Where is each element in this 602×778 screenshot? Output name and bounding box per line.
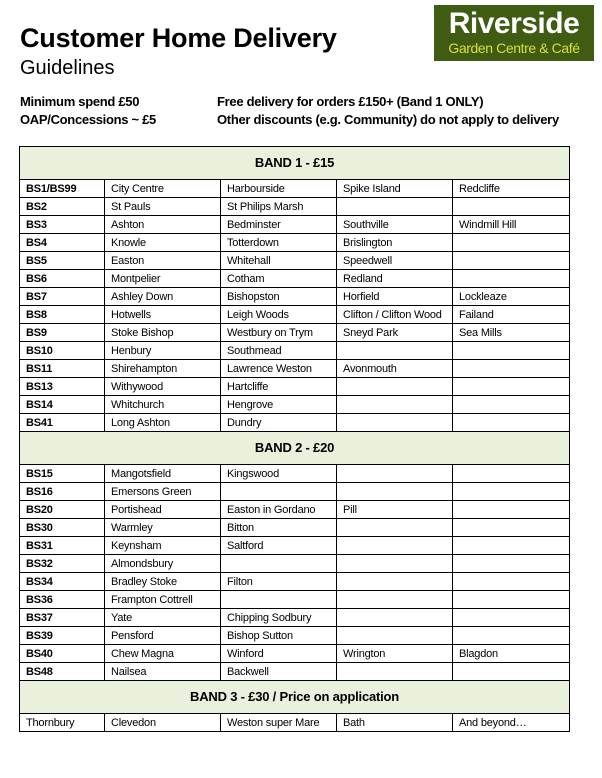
table-row xyxy=(20,519,570,537)
table-row xyxy=(20,216,570,234)
postcode-cell: BS10 xyxy=(20,342,105,360)
area-cell: Westbury on Trym xyxy=(221,324,337,342)
area-cell: Southville xyxy=(337,216,453,234)
postcode-cell: BS30 xyxy=(20,519,105,537)
area-cell: Bishop Sutton xyxy=(221,627,337,645)
area-cell: Horfield xyxy=(337,288,453,306)
area-cell: Blagdon xyxy=(453,645,570,663)
area-cell xyxy=(453,234,570,252)
postcode-cell: BS31 xyxy=(20,537,105,555)
table-row xyxy=(20,714,570,732)
area-cell xyxy=(453,396,570,414)
area-cell xyxy=(453,537,570,555)
area-cell: Shirehampton xyxy=(105,360,221,378)
area-cell xyxy=(337,519,453,537)
area-cell xyxy=(221,591,337,609)
postcode-cell: BS40 xyxy=(20,645,105,663)
area-cell xyxy=(453,663,570,681)
area-cell: St Philips Marsh xyxy=(221,198,337,216)
area-cell: Nailsea xyxy=(105,663,221,681)
area-cell xyxy=(453,198,570,216)
area-cell xyxy=(453,555,570,573)
area-cell xyxy=(337,342,453,360)
postcode-cell: BS4 xyxy=(20,234,105,252)
area-cell: Saltford xyxy=(221,537,337,555)
postcode-cell: BS3 xyxy=(20,216,105,234)
table-row xyxy=(20,252,570,270)
riverside-logo xyxy=(434,5,594,61)
area-cell: Easton xyxy=(105,252,221,270)
area-cell: Hengrove xyxy=(221,396,337,414)
area-cell xyxy=(221,555,337,573)
postcode-cell: BS5 xyxy=(20,252,105,270)
postcode-cell: BS2 xyxy=(20,198,105,216)
area-cell: Knowle xyxy=(105,234,221,252)
page-subtitle: Guidelines xyxy=(20,57,115,79)
area-cell xyxy=(453,270,570,288)
area-cell xyxy=(337,465,453,483)
area-cell: Chew Magna xyxy=(105,645,221,663)
area-cell: Stoke Bishop xyxy=(105,324,221,342)
area-cell xyxy=(337,198,453,216)
area-cell: Montpelier xyxy=(105,270,221,288)
table-row xyxy=(20,483,570,501)
area-cell: Lawrence Weston xyxy=(221,360,337,378)
postcode-cell: BS13 xyxy=(20,378,105,396)
postcode-cell: BS39 xyxy=(20,627,105,645)
postcode-cell: BS41 xyxy=(20,414,105,432)
table-row xyxy=(20,414,570,432)
area-cell xyxy=(453,483,570,501)
area-cell: Sneyd Park xyxy=(337,324,453,342)
area-cell: Harbourside xyxy=(221,180,337,198)
concessions-note: OAP/Concessions ~ £5 xyxy=(20,112,156,127)
postcode-cell: BS1/BS99 xyxy=(20,180,105,198)
area-cell: Weston super Mare xyxy=(221,714,337,732)
area-cell xyxy=(337,591,453,609)
table-row xyxy=(20,360,570,378)
area-cell: Pill xyxy=(337,501,453,519)
band-title: BAND 1 - £15 xyxy=(20,147,570,180)
area-cell: Whitehall xyxy=(221,252,337,270)
area-cell: Bishopston xyxy=(221,288,337,306)
table-row xyxy=(20,306,570,324)
area-cell xyxy=(337,609,453,627)
area-cell xyxy=(453,627,570,645)
area-cell xyxy=(453,252,570,270)
area-cell: Redland xyxy=(337,270,453,288)
postcode-cell: BS9 xyxy=(20,324,105,342)
area-cell xyxy=(453,342,570,360)
area-cell xyxy=(453,378,570,396)
postcode-cell: BS14 xyxy=(20,396,105,414)
area-cell xyxy=(337,537,453,555)
area-cell xyxy=(453,501,570,519)
postcode-cell: BS48 xyxy=(20,663,105,681)
area-cell: Windmill Hill xyxy=(453,216,570,234)
table-row xyxy=(20,555,570,573)
area-cell: Portishead xyxy=(105,501,221,519)
area-cell xyxy=(337,414,453,432)
postcode-cell: BS36 xyxy=(20,591,105,609)
band-title: BAND 3 - £30 / Price on application xyxy=(20,681,570,714)
table-row xyxy=(20,609,570,627)
area-cell: Backwell xyxy=(221,663,337,681)
postcode-cell: BS32 xyxy=(20,555,105,573)
page-title: Customer Home Delivery xyxy=(20,23,337,53)
area-cell xyxy=(453,519,570,537)
postcode-cell: BS15 xyxy=(20,465,105,483)
area-cell: Withywood xyxy=(105,378,221,396)
area-cell: St Pauls xyxy=(105,198,221,216)
band-header-row xyxy=(20,147,570,180)
area-cell: Yate xyxy=(105,609,221,627)
area-cell xyxy=(337,627,453,645)
area-cell: Bath xyxy=(337,714,453,732)
area-cell: Hartcliffe xyxy=(221,378,337,396)
area-cell: Sea Mills xyxy=(453,324,570,342)
table-row xyxy=(20,645,570,663)
area-cell: Leigh Woods xyxy=(221,306,337,324)
area-cell: Almondsbury xyxy=(105,555,221,573)
area-cell: Failand xyxy=(453,306,570,324)
area-cell: Cotham xyxy=(221,270,337,288)
logo-name: Riverside xyxy=(448,7,580,40)
postcode-cell: BS20 xyxy=(20,501,105,519)
table-row xyxy=(20,591,570,609)
area-cell xyxy=(337,573,453,591)
area-cell: Thornbury xyxy=(20,714,105,732)
area-cell: Totterdown xyxy=(221,234,337,252)
area-cell: Henbury xyxy=(105,342,221,360)
postcode-cell: BS37 xyxy=(20,609,105,627)
logo-tagline: Garden Centre & Café xyxy=(448,40,580,56)
band-header-row xyxy=(20,432,570,465)
table-row xyxy=(20,180,570,198)
table-row xyxy=(20,501,570,519)
area-cell: Bitton xyxy=(221,519,337,537)
area-cell: Pensford xyxy=(105,627,221,645)
table-row xyxy=(20,270,570,288)
area-cell: Dundry xyxy=(221,414,337,432)
area-cell: Mangotsfield xyxy=(105,465,221,483)
area-cell: Frampton Cottrell xyxy=(105,591,221,609)
area-cell: Easton in Gordano xyxy=(221,501,337,519)
area-cell xyxy=(453,609,570,627)
area-cell xyxy=(337,663,453,681)
table-row xyxy=(20,627,570,645)
area-cell xyxy=(221,483,337,501)
area-cell xyxy=(337,378,453,396)
area-cell: Emersons Green xyxy=(105,483,221,501)
area-cell: Keynsham xyxy=(105,537,221,555)
area-cell: Ashley Down xyxy=(105,288,221,306)
area-cell: Avonmouth xyxy=(337,360,453,378)
area-cell: City Centre xyxy=(105,180,221,198)
table-row xyxy=(20,537,570,555)
table-row xyxy=(20,396,570,414)
table-row xyxy=(20,378,570,396)
area-cell: Wrington xyxy=(337,645,453,663)
postcode-cell: BS16 xyxy=(20,483,105,501)
area-cell: Speedwell xyxy=(337,252,453,270)
postcode-cell: BS11 xyxy=(20,360,105,378)
area-cell: Southmead xyxy=(221,342,337,360)
area-cell xyxy=(453,465,570,483)
area-cell xyxy=(337,483,453,501)
table-row xyxy=(20,342,570,360)
table-row xyxy=(20,573,570,591)
area-cell: And beyond… xyxy=(453,714,570,732)
band-header-row xyxy=(20,681,570,714)
discounts-note: Other discounts (e.g. Community) do not apply to delivery xyxy=(217,112,559,127)
delivery-bands-table xyxy=(19,146,570,732)
area-cell: Long Ashton xyxy=(105,414,221,432)
area-cell xyxy=(453,573,570,591)
postcode-cell: BS8 xyxy=(20,306,105,324)
area-cell: Chipping Sodbury xyxy=(221,609,337,627)
area-cell: Whitchurch xyxy=(105,396,221,414)
area-cell xyxy=(337,555,453,573)
area-cell xyxy=(453,591,570,609)
area-cell xyxy=(337,396,453,414)
area-cell: Bedminster xyxy=(221,216,337,234)
area-cell: Warmley xyxy=(105,519,221,537)
area-cell: Ashton xyxy=(105,216,221,234)
area-cell: Bradley Stoke xyxy=(105,573,221,591)
minimum-spend-note: Minimum spend £50 xyxy=(20,94,140,109)
table-row xyxy=(20,234,570,252)
postcode-cell: BS6 xyxy=(20,270,105,288)
area-cell: Winford xyxy=(221,645,337,663)
table-row xyxy=(20,288,570,306)
table-row xyxy=(20,465,570,483)
free-delivery-note: Free delivery for orders £150+ (Band 1 ONLY) xyxy=(217,94,484,109)
area-cell xyxy=(453,360,570,378)
area-cell: Brislington xyxy=(337,234,453,252)
area-cell: Clifton / Clifton Wood xyxy=(337,306,453,324)
area-cell: Hotwells xyxy=(105,306,221,324)
area-cell xyxy=(453,414,570,432)
area-cell: Clevedon xyxy=(105,714,221,732)
area-cell: Kingswood xyxy=(221,465,337,483)
area-cell: Lockleaze xyxy=(453,288,570,306)
table-row xyxy=(20,198,570,216)
table-row xyxy=(20,663,570,681)
area-cell: Redcliffe xyxy=(453,180,570,198)
table-row xyxy=(20,324,570,342)
band-title: BAND 2 - £20 xyxy=(20,432,570,465)
postcode-cell: BS7 xyxy=(20,288,105,306)
area-cell: Filton xyxy=(221,573,337,591)
area-cell: Spike Island xyxy=(337,180,453,198)
postcode-cell: BS34 xyxy=(20,573,105,591)
